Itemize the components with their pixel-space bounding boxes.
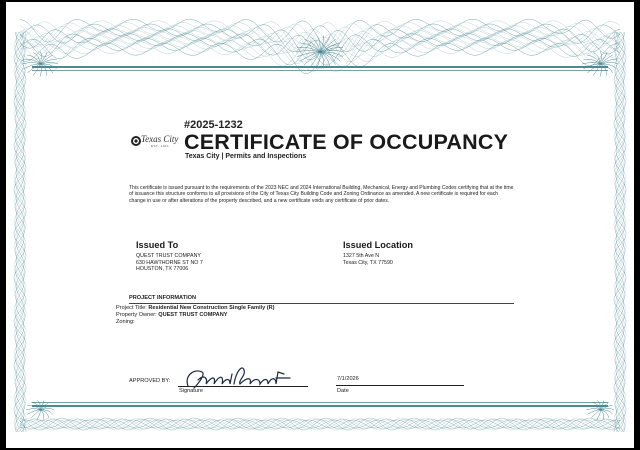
issued-to-name: QUEST TRUST COMPANY [136,253,201,259]
property-owner-row [116,312,228,318]
project-info-divider [129,303,514,304]
certificate-subtitle: Texas City | Permits and Inspections [185,153,307,160]
issued-location-address2: Texas City, TX 77590 [343,259,393,266]
issued-to-address2: HOUSTON, TX 77006 [136,266,189,273]
issued-location-address1: 1327 5th Ave N [343,253,380,259]
issued-to-heading: Issued To [136,240,179,250]
property-owner-label: Property Owner: [116,312,157,318]
property-owner-value: QUEST TRUST COMPANY [158,312,228,318]
approval-date: 7/1/2026 [337,376,359,382]
project-title-label: Project Title: [116,305,147,311]
logo-tag: EST. 1911 [151,144,170,148]
certificate-sheet [6,2,634,448]
approved-by-label: APPROVED BY: [129,378,171,384]
issued-location-heading: Issued Location [343,240,413,250]
project-title-row [116,305,275,311]
date-label: Date [337,388,349,394]
zoning-label: Zoning: [116,319,135,325]
issued-to-address1: 630 HAWTHORNE ST NO 7 [136,259,203,266]
project-info-heading: PROJECT INFORMATION [129,295,197,301]
project-title-value: Residential New Construction Single Family (R) [148,305,275,311]
signature-line [178,386,308,387]
certificate-content [6,2,634,448]
certificate-number: #2025-1232 [184,119,243,131]
signature-label: Signature [179,388,203,394]
zoning-row [116,319,135,325]
logo-name: Texas City [141,134,179,144]
certificate-intro: This certificate is issued pursuant to the requirements of the 2023 NEC and 2024 International Building, Mechanical, Energy and Plumbing Codes certifying that at the time of issuance this structure conforms to all provisions of the City of Texas City Building Code and Zoning Ordinance as amended. A new certificate is required for each change in use or after alterations of the property described, and a new certificate voids any certificate of prior dates. [129,185,514,204]
certificate-title: CERTIFICATE OF OCCUPANCY [184,130,509,154]
date-line [336,385,464,386]
